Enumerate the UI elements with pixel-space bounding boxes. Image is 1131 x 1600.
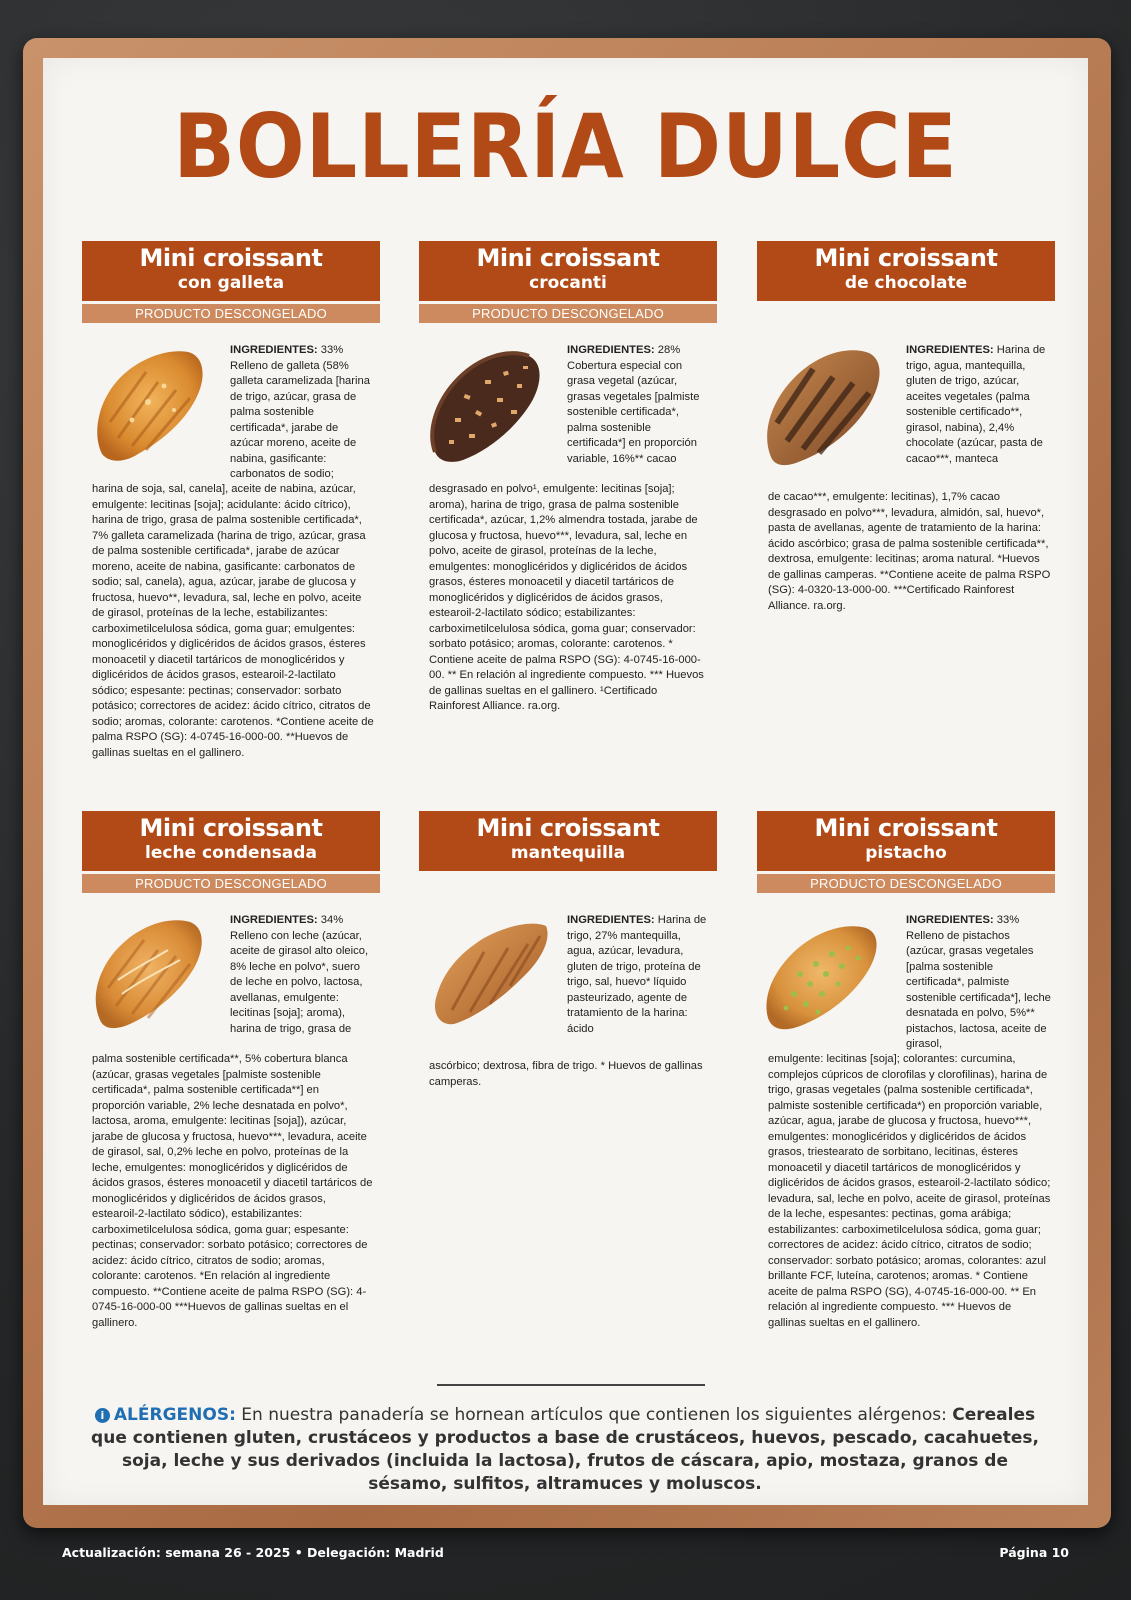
product-name: Mini croissant (139, 814, 323, 842)
product-name: Mini croissant (476, 814, 660, 842)
product-variant: pistacho (865, 843, 947, 863)
product-variant: mantequilla (510, 843, 626, 863)
ingredients-top: INGREDIENTES: Harina de trigo, 27% mantequilla, agua, azúcar, levadura, gluten de trigo, proteína de trigo, sal, huevo* líquido pasteurizado, agente de tratamiento de la harina: ácido (567, 914, 707, 1035)
ingredients-top: INGREDIENTES: 33% Relleno de pistachos (azúcar, grasas vegetales [palma sostenible certificada*, palmiste sostenible certificada*], leche desnatada en polvo, 5%** pistachos, lactosa, aceite de girasol, (906, 914, 1051, 1050)
product-card-crocanti (419, 241, 717, 323)
allergen-list: Cereales que contienen gluten, crustáceos y productos a base de crustáceos, huevos, pescado, cacahuetes, soja, leche y sus derivados (incluida la lactosa), frutos de cáscara, apio, mostaza, granos de sésamo, sulfitos, altramuces y moluscos. (91, 1405, 1039, 1494)
product-header (419, 241, 717, 301)
product-card-pistacho (757, 811, 1055, 893)
status-badge: PRODUCTO DESCONGELADO (757, 874, 1055, 893)
croissant-chocolate-image (761, 341, 887, 471)
product-header (82, 241, 380, 301)
ingredients-bottom: harina de soja, sal, canela], aceite de nabina, azúcar, emulgente: lecitinas [soja]; acidulante: ácido cítrico), harina de trigo, grasa de palma sostenible certificada*, 7% galleta caramelizada (harina de trigo, azúcar, grasa de palma sostenible certificada*, jarabe de azúcar moreno, aceite de nabina, gasificante: carbonatos de sodio; sal, canela), agua, azúcar, jarabe de glucosa y fructosa, huevo**, levadura, sal, leche en polvo, aceite de girasol, proteínas de la leche, estabilizantes: carboximetilcelulosa sódica, goma guar; emulgentes: monoglicéridos y diglicéridos de ácidos grasos, ésteres monoacetil y diacetil tartáricos de monoglicéridos y diglicéridos de ácidos grasos, estearoil-2-lactilato sódico; espesante: pectinas; conservador: sorbato potásico; correctores de acidez: ácido cítrico, citratos de sodio; aromas, colorante: carotenos. *Contiene aceite de palma RSPO (SG): 4-0745-16-000-00. **Huevos de gallinas sueltas en el gallinero. (92, 483, 374, 759)
product-name: Mini croissant (814, 814, 998, 842)
page-number: Página 10 (999, 1545, 1069, 1560)
ingredients-top: INGREDIENTES: 33% Relleno de galleta (58% galleta caramelizada [harina de trigo, azúcar, grasa de palma sostenible certificada*, jarabe de azúcar moreno, aceite de nabina, gasificante: carbonatos de sodio; (230, 344, 370, 480)
product-header (757, 811, 1055, 871)
product-card-leche-condensada (82, 811, 380, 893)
croissant-condensed-milk-image (88, 910, 208, 1036)
ingredients-top: INGREDIENTES: Harina de trigo, agua, mantequilla, gluten de trigo, azúcar, aceites vegetales (palma sostenible certificado**, girasol, nabina), 2,4% chocolate (azúcar, pasta de cacao***, manteca (906, 344, 1046, 465)
product-variant: de chocolate (844, 273, 968, 293)
status-badge: PRODUCTO DESCONGELADO (419, 304, 717, 323)
ingredients-top: INGREDIENTES: 34% Relleno con leche (azúcar, aceite de girasol alto oleico, 8% leche en polvo*, suero de leche en polvo, lactosa, avellanas, emulgente: lecitinas [soja]; aroma), harina de trigo, grasa de (230, 914, 369, 1035)
info-icon: i (95, 1408, 110, 1423)
page-title: BOLLERÍA DULCE (173, 95, 958, 198)
status-badge: PRODUCTO DESCONGELADO (82, 874, 380, 893)
ingredients-bottom: de cacao***, emulgente: lecitinas), 1,7% cacao desgrasado en polvo***, levadura, almidón, sal, huevo*, pasta de avellanas, agente de tratamiento de la harina: ácido ascórbico; grasa de palma sostenible certificada**, dextrosa, emulgente: lecitinas; aroma natural. *Huevos de gallinas camperas. **Contiene aceite de palma RSPO (SG): 4-0320-13-000-00. ***Certificado Rainforest Alliance. ra.org. (768, 491, 1051, 612)
ingredients-bottom: palma sostenible certificada**, 5% cobertura blanca (azúcar, grasas vegetales [palmiste sostenible certificada*, palma sostenible certificada**] en proporción variable, 2% leche desnatada en polvo*, lactosa, aroma, emulgente: lecitinas [soja]), azúcar, jarabe de glucosa y fructosa, huevo***, levadura, aceite de girasol, sal, 0,2% leche en polvo, proteínas de la leche, emulgentes: monoglicéridos y diglicéridos de ácidos grasos, ésteres monoacetil y diacetil tartáricos de monoglicéridos y diglicéridos de ácidos grasos, estearoil-2-lactilato sódico), estabilizantes: carboximetilcelulosa sódica, goma guar; espesante: pectinas; conservador: sorbato potásico; correctores de acidez: ácido cítrico, citratos de sodio; aromas, colorante: carotenos. *En relación al ingrediente compuesto. **Contiene aceite de palma RSPO (SG): 4-0745-16-000-00 ***Huevos de gallinas sueltas en el gallinero. (92, 1053, 373, 1329)
croissant-pistachio-image (760, 918, 882, 1038)
allergen-intro: En nuestra panadería se hornean artículos que contienen los siguientes alérgenos: (235, 1405, 953, 1425)
product-card-galleta (82, 241, 380, 323)
allergen-notice (90, 1404, 1040, 1496)
croissant-cookie-image (88, 342, 210, 470)
ingredients-bottom: emulgente: lecitinas [soja]; colorantes: curcumina, complejos cúpricos de clorofilas y clorofilinas), harina de trigo, grasas vegetales (palma sostenible certificada*, palmiste sostenible certificada*) en proporción variable, azúcar, agua, jarabe de glucosa y fructosa, huevo***, emulgentes: monoglicéridos y diglicéridos de ácidos grasos, triestearato de sorbitano, lecitinas, ésteres monoacetil y diacetil tartáricos de monoglicéridos y diglicéridos de ácidos grasos, estearoil-2-lactilato sódico; levadura, sal, leche en polvo, aceite de girasol, proteínas de la leche, espesantes: pectinas, goma arábiga; estabilizantes: carboximetilcelulosa sódica, goma guar; correctores de acidez: ácido cítrico, citratos de sodio; conservador: sorbato potásico; aromas, colorantes: azul brillante FCF, luteína, carotenos; aromas. * Contiene aceite de palma RSPO (SG), 4-0745-16-000-00. ** En relación al ingrediente compuesto. *** Huevos de gallinas sueltas en el gallinero. (768, 1053, 1051, 1329)
divider (437, 1384, 705, 1386)
croissant-crocanti-image (425, 344, 547, 470)
product-name: Mini croissant (476, 244, 660, 272)
product-variant: con galleta (177, 273, 285, 293)
ingredients-bottom: desgrasado en polvo¹, emulgente: lecitinas [soja]; aroma), harina de trigo, grasa de palma sostenible certificada*, azúcar, 1,2% almendra tostada, jarabe de glucosa y fructosa, huevo***, levadura, sal, leche en polvo, aceite de girasol, proteínas de la leche, emulgentes: monoglicéridos y diglicéridos de ácidos grasos, ésteres monoacetil y diacetil tartáricos de monoglicéridos y diglicéridos de ácidos grasos, estearoil-2-lactilato sódico; estabilizantes: carboximetilcelulosa sódica, goma guar; conservador: sorbato potásico; aromas, colorante: carotenos. * Contiene aceite de palma RSPO (SG): 4-0745-16-000-00. ** En relación al ingrediente compuesto. *** Huevos de gallinas sueltas en el gallinero. ¹Certificado Rainforest Alliance. ra.org. (429, 483, 704, 712)
ingredients-bottom: ascórbico; dextrosa, fibra de trigo. * Huevos de gallinas camperas. (429, 1060, 703, 1088)
allergen-title: ALÉRGENOS: (113, 1405, 236, 1425)
product-variant: leche condensada (145, 843, 317, 863)
product-card-mantequilla (419, 811, 717, 871)
product-card-chocolate (757, 241, 1055, 301)
update-info: Actualización: semana 26 - 2025 • Delegación: Madrid (62, 1545, 444, 1560)
product-variant: crocanti (529, 273, 607, 293)
product-name: Mini croissant (814, 244, 998, 272)
croissant-butter-image (428, 914, 554, 1036)
product-name: Mini croissant (139, 244, 323, 272)
status-badge: PRODUCTO DESCONGELADO (82, 304, 380, 323)
product-header (82, 811, 380, 871)
product-header (757, 241, 1055, 301)
ingredients-top: INGREDIENTES: 28% Cobertura especial con grasa vegetal (azúcar, grasas vegetales [palmiste sostenible certificada*, palma sostenible certificada*] en proporción variable, 16%** cacao (567, 344, 700, 465)
product-header (419, 811, 717, 871)
